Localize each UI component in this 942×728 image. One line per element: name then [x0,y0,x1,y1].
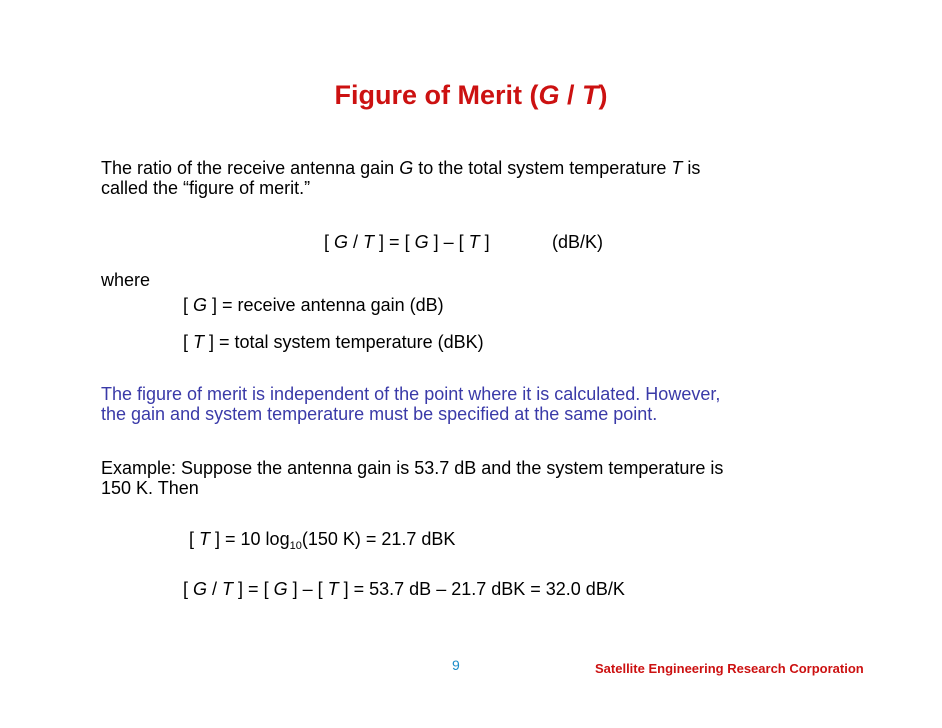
note-line-2: the gain and system temperature must be specified at the same point. [101,404,658,424]
intro-text-c: is [682,158,701,178]
def-part: ] = receive antenna gain (dB) [207,295,444,315]
title-slash: / [559,80,583,110]
calc-part: ] = 53.7 dB – 21.7 dBK = 32.0 dB/K [338,579,625,599]
eq-part: / [348,232,364,252]
intro-g-symbol: G [399,158,414,178]
gt-equation [324,232,490,252]
title-g-symbol: G [538,80,560,110]
definition-g [183,295,444,315]
page-number: 9 [452,657,460,673]
intro-line-2: called the “figure of merit.” [101,178,311,198]
log-subscript: 10 [289,540,302,552]
calc-part: [ [189,529,200,549]
intro-t-symbol: T [671,158,683,178]
intro-text-b: to the total system temperature [413,158,672,178]
intro-text-a: The ratio of the receive antenna gain [101,158,400,178]
calc-part: ] = [ [233,579,274,599]
calc-g-symbol: G [273,579,288,599]
calc-part: [ [183,579,194,599]
title-t-symbol: T [582,80,599,110]
calc-g-symbol: G [193,579,208,599]
eq-part: [ [324,232,335,252]
organization-name: Satellite Engineering Research Corporation [595,661,864,676]
def-part: ] = total system temperature (dBK) [204,332,484,352]
def-part: [ [183,295,194,315]
example-line-2: 150 K. Then [101,478,199,498]
title-suffix: ) [598,80,608,110]
calc-t-symbol: T [327,579,339,599]
def-t-symbol: T [193,332,205,352]
calc-gt-result [183,579,625,599]
example-line-1: Example: Suppose the antenna gain is 53.7 dB and the system temperature is [101,458,724,478]
calc-t-dbk [189,529,456,552]
eq-part: ] [479,232,490,252]
calc-part: / [207,579,223,599]
eq-units: (dB/K) [552,232,604,252]
eq-t-symbol: T [468,232,480,252]
eq-t-symbol: T [363,232,375,252]
def-part: [ [183,332,194,352]
calc-part: ] = 10 log [210,529,290,549]
eq-g-symbol: G [414,232,429,252]
calc-part: (150 K) = 21.7 dBK [301,529,456,549]
slide-title [0,80,942,111]
title-prefix: Figure of Merit ( [334,80,539,110]
calc-t-symbol: T [222,579,234,599]
eq-g-symbol: G [334,232,349,252]
definition-t [183,332,484,352]
calc-part: ] – [ [287,579,328,599]
calc-t-symbol: T [199,529,211,549]
def-g-symbol: G [193,295,208,315]
intro-line-1 [101,158,700,178]
eq-part: ] = [ [374,232,415,252]
note-line-1: The figure of merit is independent of the point where it is calculated. However, [101,384,721,404]
eq-part: ] – [ [428,232,469,252]
where-label: where [101,270,151,290]
